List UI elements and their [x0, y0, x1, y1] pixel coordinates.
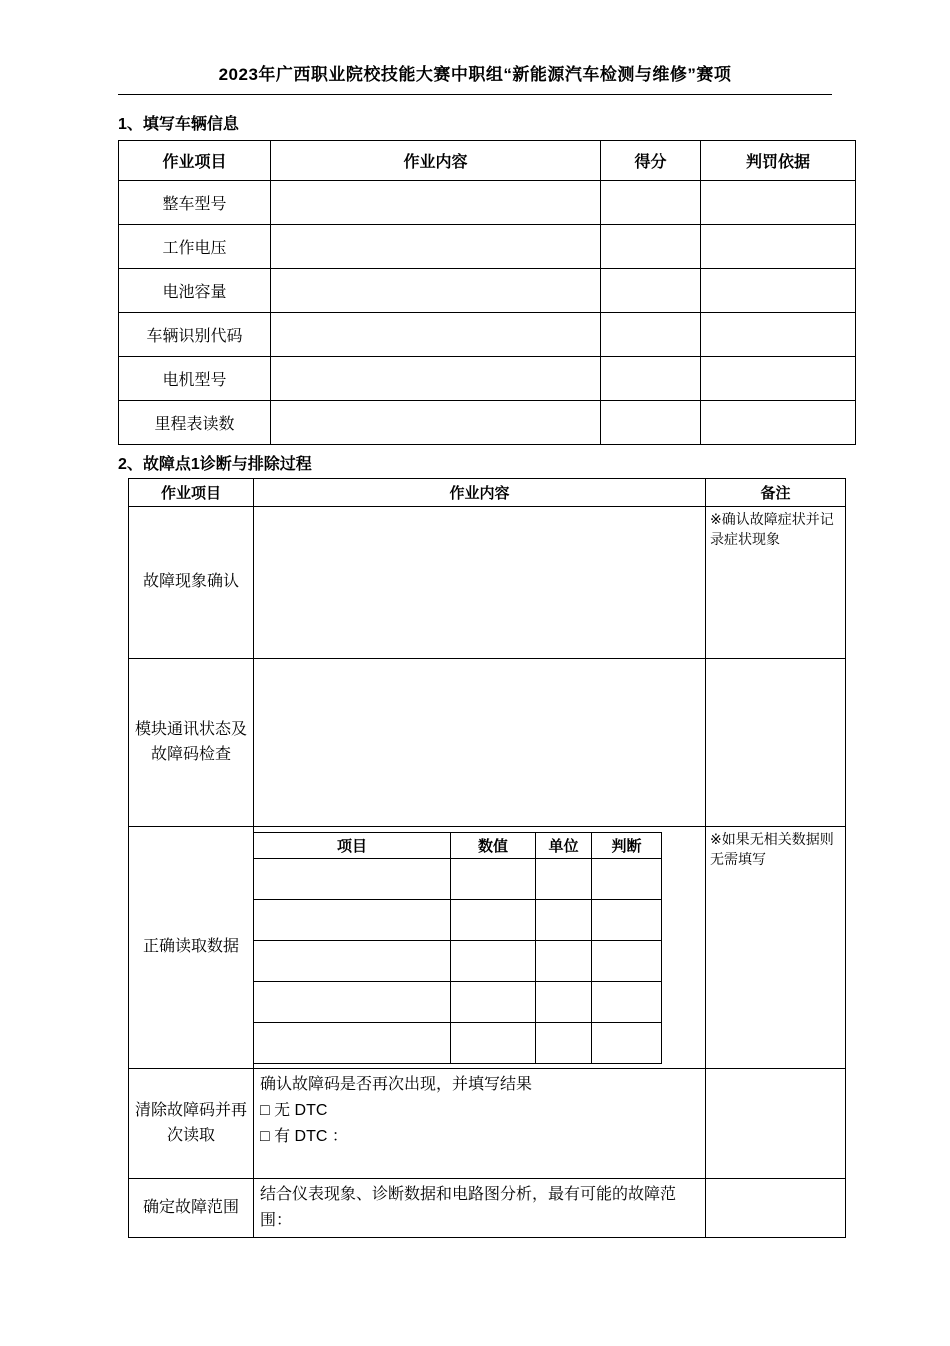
content-cell[interactable]	[254, 507, 706, 659]
row-label: 故障现象确认	[129, 507, 254, 659]
table-row	[129, 1179, 846, 1238]
table-row	[119, 181, 856, 225]
table-row	[119, 269, 856, 313]
param-cell[interactable]	[254, 982, 451, 1023]
table-row	[119, 401, 856, 445]
unit-cell[interactable]	[536, 859, 592, 900]
content-cell	[254, 1069, 706, 1179]
content-cell[interactable]	[271, 181, 601, 225]
table-row	[129, 827, 846, 1069]
col-header-value: 数值	[451, 833, 536, 859]
value-cell[interactable]	[451, 1023, 536, 1064]
penalty-cell[interactable]	[701, 225, 856, 269]
table-row	[119, 357, 856, 401]
header-row	[254, 833, 662, 859]
penalty-cell[interactable]	[701, 357, 856, 401]
value-cell[interactable]	[451, 941, 536, 982]
data-row	[254, 900, 662, 941]
unit-cell[interactable]	[536, 941, 592, 982]
unit-cell[interactable]	[536, 900, 592, 941]
col-header-unit: 单位	[536, 833, 592, 859]
note-cell	[706, 659, 846, 827]
row-label: 里程表读数	[119, 401, 271, 445]
content-cell[interactable]: 结合仪表现象、诊断数据和电路图分析，最有可能的故障范围：	[254, 1179, 706, 1238]
table-row	[129, 1069, 846, 1179]
content-cell[interactable]	[271, 357, 601, 401]
judgment-cell[interactable]	[592, 1023, 662, 1064]
row-label: 车辆识别代码	[119, 313, 271, 357]
unit-cell[interactable]	[536, 1023, 592, 1064]
judgment-cell[interactable]	[592, 982, 662, 1023]
row-label: 清除故障码并再次读取	[129, 1069, 254, 1179]
penalty-cell[interactable]	[701, 313, 856, 357]
note-cell	[706, 1179, 846, 1238]
data-row	[254, 941, 662, 982]
param-cell[interactable]	[254, 941, 451, 982]
document-title: 2023年广西职业院校技能大赛中职组“新能源汽车检测与维修”赛项	[218, 65, 732, 84]
data-readings-table	[254, 832, 663, 1064]
data-row	[254, 1023, 662, 1064]
col-header-judgment: 判断	[592, 833, 662, 859]
param-cell[interactable]	[254, 859, 451, 900]
content-cell[interactable]	[271, 225, 601, 269]
table-row	[119, 225, 856, 269]
col-header-content: 作业内容	[254, 479, 706, 507]
score-cell[interactable]	[601, 357, 701, 401]
judgment-cell[interactable]	[592, 941, 662, 982]
row-label: 电池容量	[119, 269, 271, 313]
table-row	[129, 507, 846, 659]
header-row	[129, 479, 846, 507]
note-cell: ※如果无相关数据则无需填写	[706, 827, 846, 1069]
row-label: 模块通讯状态及故障码检查	[129, 659, 254, 827]
vehicle-info-table	[118, 140, 856, 445]
content-cell[interactable]	[271, 269, 601, 313]
row-label: 工作电压	[119, 225, 271, 269]
col-header-param: 项目	[254, 833, 451, 859]
value-cell[interactable]	[451, 982, 536, 1023]
content-cell[interactable]	[254, 659, 706, 827]
data-row	[254, 859, 662, 900]
penalty-cell[interactable]	[701, 401, 856, 445]
col-header-note: 备注	[706, 479, 846, 507]
param-cell[interactable]	[254, 900, 451, 941]
col-header-content: 作业内容	[271, 141, 601, 181]
content-cell[interactable]	[271, 401, 601, 445]
score-cell[interactable]	[601, 269, 701, 313]
row-label: 整车型号	[119, 181, 271, 225]
penalty-cell[interactable]	[701, 269, 856, 313]
judgment-cell[interactable]	[592, 859, 662, 900]
section1-heading: 1、填写车辆信息	[118, 116, 239, 133]
unit-cell[interactable]	[536, 982, 592, 1023]
dtc-option-none[interactable]: □ 无 DTC	[260, 1102, 328, 1119]
table-row	[129, 659, 846, 827]
fault-diagnosis-table	[128, 478, 846, 1238]
penalty-cell[interactable]	[701, 181, 856, 225]
note-cell	[706, 1069, 846, 1179]
header-row	[119, 141, 856, 181]
value-cell[interactable]	[451, 900, 536, 941]
dtc-option-present[interactable]: □ 有 DTC ：	[260, 1128, 348, 1145]
row-label: 电机型号	[119, 357, 271, 401]
dtc-recheck-instruction: 确认故障码是否再次出现，并填写结果	[260, 1076, 533, 1093]
note-cell: ※确认故障症状并记录症状现象	[706, 507, 846, 659]
value-cell[interactable]	[451, 859, 536, 900]
data-row	[254, 982, 662, 1023]
col-header-item: 作业项目	[119, 141, 271, 181]
content-cell[interactable]	[271, 313, 601, 357]
row-label: 正确读取数据	[129, 827, 254, 1069]
judgment-cell[interactable]	[592, 900, 662, 941]
content-cell	[254, 827, 706, 1069]
col-header-penalty: 判罚依据	[701, 141, 856, 181]
col-header-score: 得分	[601, 141, 701, 181]
score-cell[interactable]	[601, 181, 701, 225]
document-header	[118, 60, 832, 95]
row-label: 确定故障范围	[129, 1179, 254, 1238]
section2-heading: 2、故障点1诊断与排除过程	[118, 456, 312, 473]
score-cell[interactable]	[601, 313, 701, 357]
score-cell[interactable]	[601, 401, 701, 445]
param-cell[interactable]	[254, 1023, 451, 1064]
table-row	[119, 313, 856, 357]
col-header-item: 作业项目	[129, 479, 254, 507]
score-cell[interactable]	[601, 225, 701, 269]
